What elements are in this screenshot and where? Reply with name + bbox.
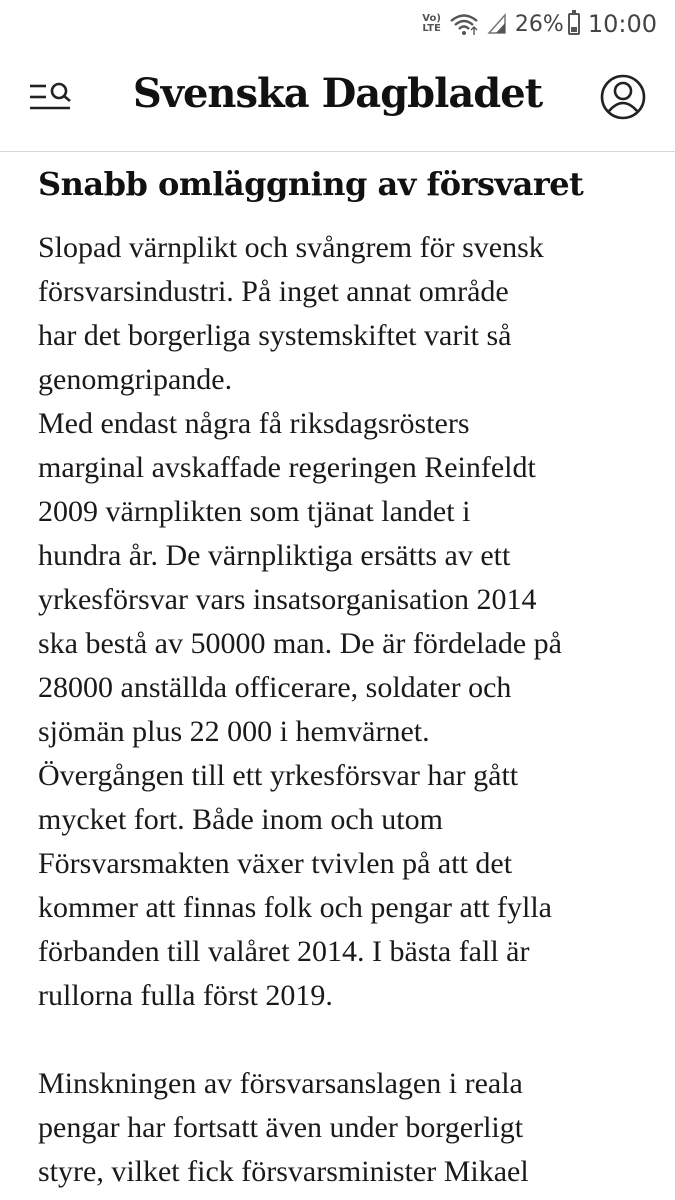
clock: 10:00 [587,10,657,38]
status-bar [0,0,675,48]
battery-fill [571,27,577,32]
article-paragraph: Slopad värnplikt och svångrem för svensk försvarsindustri. På inget annat område har det borgerliga systemskiftet varit så genomgripande. Med endast några få riksdagsrösters marginal avskaffade regeringen Reinfeldt 2009 värnplikten som tjänat landet i hundra år. De värnpliktiga ersätts av ett yrkesförsvar vars insatsorganisation 2014 ska bestå av 50000 man. De är fördelade på 28000 anställda officerare, soldater och sjömän plus 22 000 i hemvärnet. Övergången till ett yrkesförsvar har gått mycket fort. Både inom och utom Försvarsmakten växer tvivlen på att det kommer att finnas folk och pengar att fylla förbanden till valåret 2014. I bästa fall är rullorna fulla först 2019. [38,231,562,1012]
wifi-icon [449,12,479,36]
brand-logo[interactable]: Svenska Dagbladet [132,70,543,117]
lte-label: LTE [422,23,441,34]
battery-percent: 26% [514,11,564,37]
signal-icon [487,13,507,35]
article [38,152,658,1194]
volte-indicator [422,14,441,34]
volte-label: Vo) [422,13,441,24]
article-paragraph: Minskningen av försvarsanslagen i reala pengar har fortsatt även under borgerligt styre, vilket fick försvarsminister Mikael [38,1067,529,1188]
user-icon [599,73,647,121]
account-button[interactable] [599,73,647,121]
article-title: Snabb omläggning av försvaret [38,165,584,203]
app-header [0,48,675,152]
battery-icon [568,13,580,35]
